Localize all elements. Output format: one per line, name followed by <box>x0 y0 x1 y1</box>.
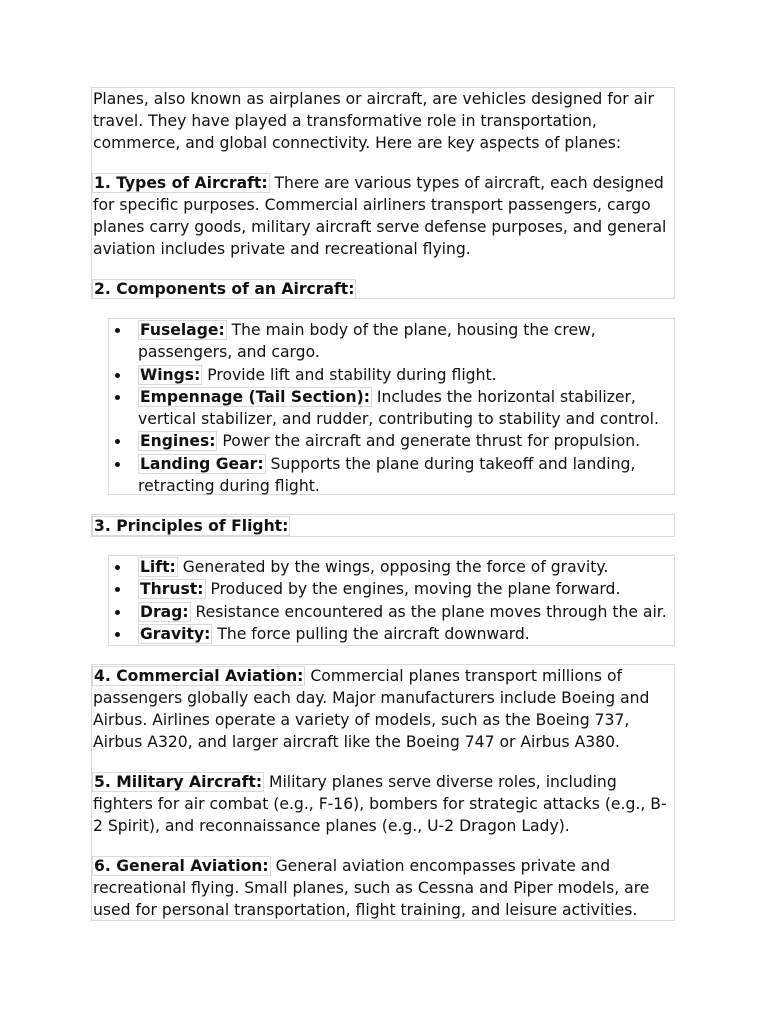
list-item <box>109 453 674 498</box>
list-item <box>109 386 674 431</box>
general-paragraph <box>93 855 673 921</box>
bullet-icon <box>115 395 120 400</box>
bullet-icon <box>115 439 120 444</box>
military-text: Military planes serve diverse roles, including fighters for air combat (e.g., F-16), bombers for strategic attacks (e.g., B-2 Spirit), and reconnaissance planes (e.g., U-2 Dragon Lady). <box>93 773 667 835</box>
list-item-term: Engines: <box>140 432 216 451</box>
list-item <box>109 430 674 452</box>
list-item-text: The main body of the plane, housing the crew, passengers, and cargo. <box>138 321 596 362</box>
list-item-text: Provide lift and stability during flight. <box>202 365 497 384</box>
list-item-text: Produced by the engines, moving the plane forward. <box>205 580 621 599</box>
general-text: General aviation encompasses private and recreational flying. Small planes, such as Cessna and Piper models, are used for personal transportation, flight training, and leisure activities. <box>93 857 650 919</box>
components-list-section <box>108 318 675 495</box>
commercial-paragraph <box>93 665 673 753</box>
list-item-text: The force pulling the aircraft downward. <box>212 624 530 643</box>
military-paragraph <box>93 771 673 837</box>
list-item-term: Fuselage: <box>140 321 225 339</box>
bullet-icon <box>115 610 120 615</box>
list-item-term: Thrust: <box>140 580 204 599</box>
list-item-term: Drag: <box>140 602 189 621</box>
military-heading: 5. Military Aircraft: <box>94 773 263 791</box>
principles-heading-section <box>91 514 675 537</box>
list-item <box>109 601 674 623</box>
list-item-term: Landing Gear: <box>140 454 264 473</box>
principles-heading-paragraph <box>93 515 673 537</box>
intro-section <box>91 87 675 299</box>
commercial-text: Commercial planes transport millions of passengers globally each day. Major manufacturers include Boeing and Airbus. Airlines operate a variety of models, such as the Boeing 737, Airbus A320, and larger aircraft like the Boeing 747 or Airbus A380. <box>93 667 650 751</box>
list-item <box>109 578 674 600</box>
bullet-icon <box>115 565 120 570</box>
components-list <box>109 319 674 497</box>
list-item-term: Lift: <box>140 558 176 576</box>
intro-paragraph: Planes, also known as airplanes or aircraft, are vehicles designed for air travel. They have played a transformative role in transportation, commerce, and global connectivity. Here are key aspects of planes: <box>93 90 654 152</box>
principles-list-section <box>108 555 675 646</box>
list-item-term: Wings: <box>140 365 201 384</box>
bullet-icon <box>115 328 120 333</box>
list-item-term: Gravity: <box>140 624 211 643</box>
principles-list <box>109 556 674 645</box>
list-item-text: Resistance encountered as the plane moves through the air. <box>190 602 667 621</box>
list-item <box>109 623 674 645</box>
bullet-icon <box>115 632 120 637</box>
types-heading: 1. Types of Aircraft: <box>94 174 268 192</box>
list-item <box>109 556 674 578</box>
list-item <box>109 364 674 386</box>
list-item <box>109 319 674 364</box>
bullet-icon <box>115 587 120 592</box>
list-item-term: Empennage (Tail Section): <box>140 387 370 406</box>
components-heading-paragraph <box>93 278 673 300</box>
types-paragraph <box>93 172 673 260</box>
principles-heading: 3. Principles of Flight: <box>94 517 289 535</box>
list-item-text: Power the aircraft and generate thrust for propulsion. <box>217 432 641 451</box>
general-heading: 6. General Aviation: <box>94 857 269 875</box>
types-text: There are various types of aircraft, each designed for specific purposes. Commercial airliners transport passengers, cargo planes carry goods, military aircraft serve defense purposes, and general aviation includes private and recreational flying. <box>93 174 667 258</box>
list-item-text: Includes the horizontal stabilizer, vertical stabilizer, and rudder, contributing to stability and control. <box>138 387 659 429</box>
list-item-text: Supports the plane during takeoff and landing, retracting during flight. <box>138 454 636 496</box>
commercial-heading: 4. Commercial Aviation: <box>94 667 304 685</box>
aviation-sections <box>91 664 675 921</box>
components-heading: 2. Components of an Aircraft: <box>94 280 355 298</box>
list-item-text: Generated by the wings, opposing the force of gravity. <box>177 558 609 576</box>
bullet-icon <box>115 373 120 378</box>
bullet-icon <box>115 462 120 467</box>
